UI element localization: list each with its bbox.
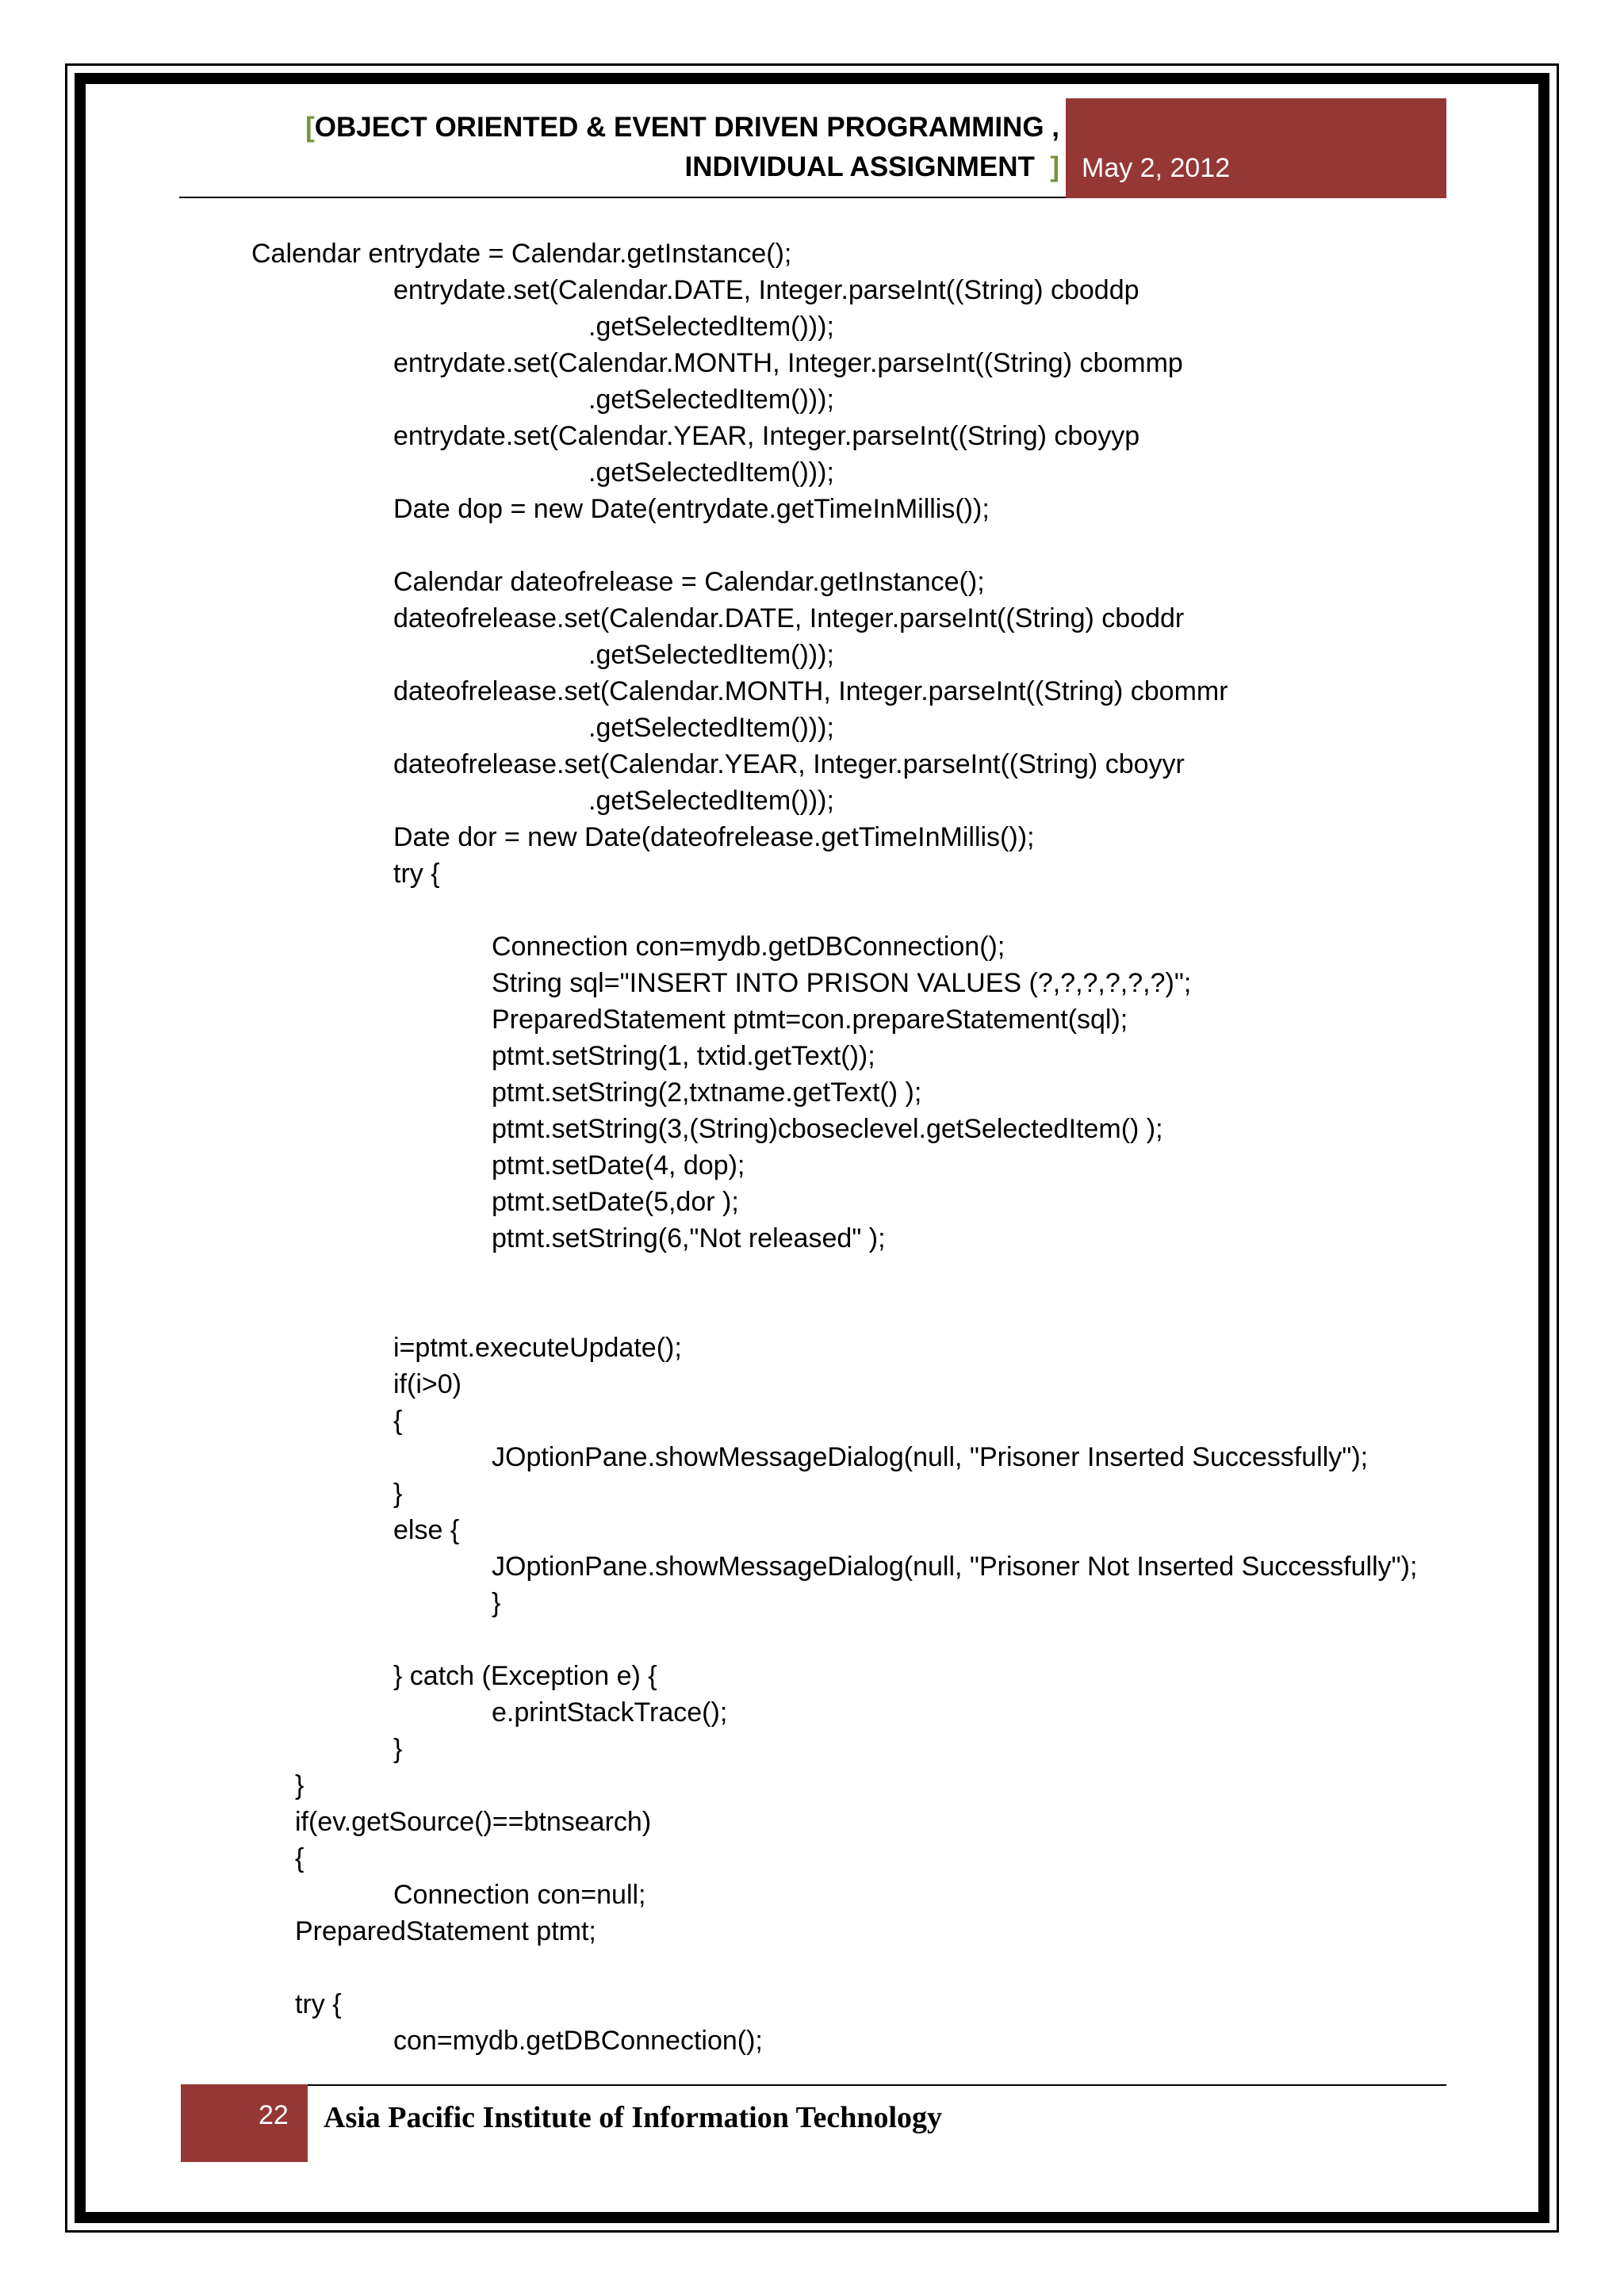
- code-line: Calendar dateofrelease = Calendar.getInstance();: [393, 567, 985, 597]
- code-line: {: [295, 1843, 304, 1873]
- code-line: PreparedStatement ptmt;: [295, 1916, 596, 1946]
- code-line: entrydate.set(Calendar.MONTH, Integer.parseInt((String) cbommp: [393, 348, 1183, 378]
- code-line: } catch (Exception e) {: [393, 1661, 657, 1691]
- code-line: Date dop = new Date(entrydate.getTimeInMillis());: [393, 494, 990, 524]
- code-line: String sql="INSERT INTO PRISON VALUES (?,?,?,?,?,?)";: [492, 968, 1192, 998]
- code-line: .getSelectedItem()));: [588, 786, 834, 816]
- code-line: }: [393, 1734, 403, 1764]
- code-line: ptmt.setString(1, txtid.getText());: [492, 1041, 875, 1071]
- code-line: i=ptmt.executeUpdate();: [393, 1333, 682, 1363]
- header-title-line-1-text: OBJECT ORIENTED & EVENT DRIVEN PROGRAMMING ,: [314, 112, 1059, 143]
- code-line: ptmt.setDate(5,dor );: [492, 1187, 739, 1217]
- code-line: JOptionPane.showMessageDialog(null, "Prisoner Inserted Successfully");: [492, 1442, 1369, 1472]
- code-line: .getSelectedItem()));: [588, 713, 834, 743]
- code-line: if(ev.getSource()==btnsearch): [295, 1807, 652, 1837]
- footer-rule: [308, 2084, 1446, 2086]
- header-bracket-open: [: [305, 112, 315, 143]
- footer-page-box: [181, 2084, 308, 2162]
- code-line: .getSelectedItem()));: [588, 457, 834, 488]
- code-line: dateofrelease.set(Calendar.YEAR, Integer.parseInt((String) cboyyr: [393, 749, 1185, 779]
- code-line: dateofrelease.set(Calendar.MONTH, Integer.parseInt((String) cbommr: [393, 676, 1228, 706]
- code-line: ptmt.setString(3,(String)cboseclevel.getSelectedItem() );: [492, 1114, 1163, 1144]
- code-line: try {: [295, 1989, 342, 2019]
- code-line: .getSelectedItem()));: [588, 312, 834, 342]
- code-line: entrydate.set(Calendar.DATE, Integer.parseInt((String) cboddp: [393, 275, 1139, 305]
- page-number: 22: [259, 2100, 289, 2130]
- code-line: dateofrelease.set(Calendar.DATE, Integer.parseInt((String) cboddr: [393, 603, 1185, 633]
- code-line: try {: [393, 859, 440, 889]
- code-line: }: [295, 1770, 304, 1800]
- footer-institution: Asia Pacific Institute of Information Technology: [324, 2101, 943, 2134]
- code-line: PreparedStatement ptmt=con.prepareStatement(sql);: [492, 1004, 1128, 1035]
- code-line: Connection con=mydb.getDBConnection();: [492, 932, 1005, 962]
- code-line: Date dor = new Date(dateofrelease.getTimeInMillis());: [393, 822, 1035, 852]
- code-line: e.printStackTrace();: [492, 1697, 728, 1728]
- header-title-line-2-text: INDIVIDUAL ASSIGNMENT: [684, 151, 1035, 182]
- header-date: May 2, 2012: [1082, 153, 1231, 183]
- code-line: {: [393, 1406, 403, 1436]
- code-line: .getSelectedItem()));: [588, 640, 834, 670]
- code-line: }: [492, 1588, 501, 1618]
- code-line: ptmt.setString(6,"Not released" );: [492, 1223, 886, 1253]
- header-bracket-close: ]: [1050, 151, 1059, 182]
- code-line: Calendar entrydate = Calendar.getInstance();: [251, 239, 792, 269]
- code-line: else {: [393, 1515, 460, 1545]
- code-line: if(i>0): [393, 1369, 462, 1399]
- code-line: con=mydb.getDBConnection();: [393, 2026, 763, 2056]
- code-line: }: [393, 1479, 403, 1509]
- code-line: ptmt.setString(2,txtname.getText() );: [492, 1077, 922, 1108]
- code-line: Connection con=null;: [393, 1880, 646, 1910]
- code-line: .getSelectedItem()));: [588, 385, 834, 415]
- code-line: entrydate.set(Calendar.YEAR, Integer.parseInt((String) cboyyp: [393, 421, 1140, 451]
- code-line: ptmt.setDate(4, dop);: [492, 1150, 745, 1181]
- code-line: JOptionPane.showMessageDialog(null, "Prisoner Not Inserted Successfully");: [492, 1552, 1418, 1582]
